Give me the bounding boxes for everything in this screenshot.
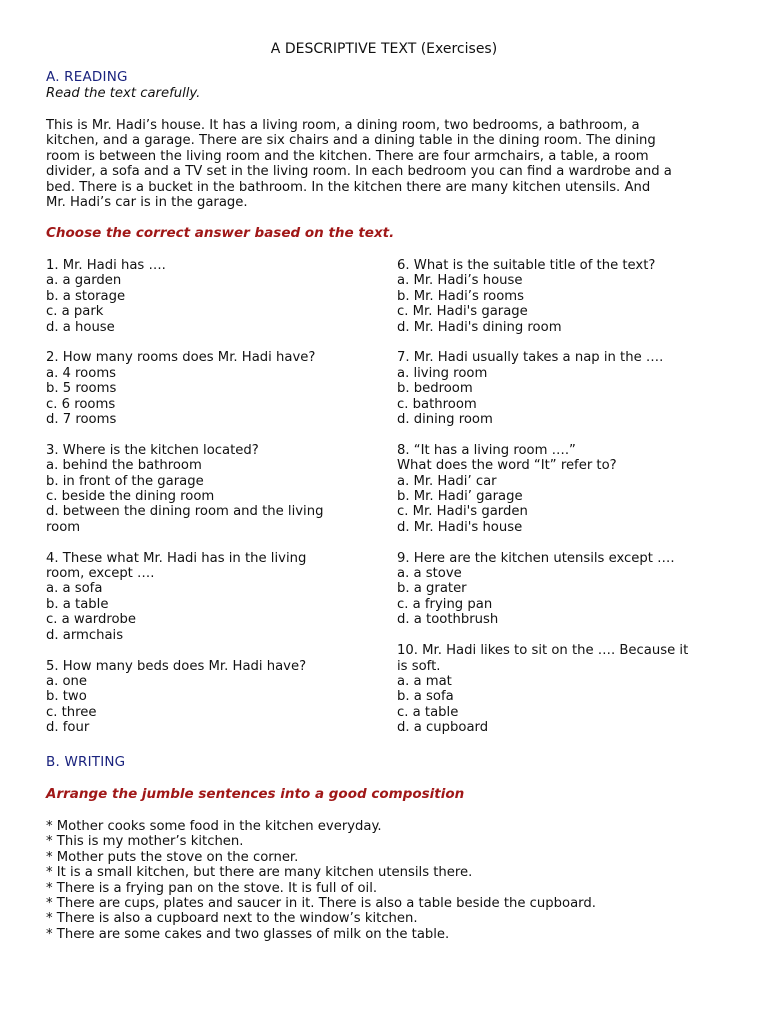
- question-text: room, except ….: [46, 566, 155, 582]
- passage-line: room is between the living room and the kitchen. There are four armchairs, a table, a room: [46, 148, 649, 164]
- answer-option: a. a mat: [397, 673, 452, 689]
- question-block: [46, 443, 376, 535]
- answer-option: a. a stove: [397, 566, 462, 582]
- answer-option: b. a table: [46, 596, 109, 612]
- question-text: 6. What is the suitable title of the text?: [397, 258, 656, 273]
- writing-heading: B. WRITING: [46, 754, 126, 770]
- question-text: 3. Where is the kitchen located?: [46, 442, 259, 458]
- question-text: What does the word “It” refer to?: [397, 458, 617, 474]
- answer-option: b. Mr. Hadi’ garage: [397, 489, 523, 505]
- answer-option: b. 5 rooms: [46, 381, 117, 397]
- question-block: [397, 643, 727, 735]
- answer-option: b. a storage: [46, 288, 126, 304]
- question-block: [46, 350, 376, 427]
- page-title: A DESCRIPTIVE TEXT (Exercises): [270, 41, 498, 57]
- answer-option: b. bedroom: [397, 381, 473, 397]
- answer-option: c. a wardrobe: [46, 612, 137, 628]
- answer-option: c. a table: [397, 704, 459, 720]
- answer-option: d. a cupboard: [397, 720, 489, 736]
- answer-option: c. beside the dining room: [46, 489, 215, 505]
- question-block: [397, 258, 727, 335]
- question-text: 4. These what Mr. Hadi has in the living: [46, 550, 307, 566]
- reading-subtitle: Read the text carefully.: [46, 86, 201, 101]
- question-text: 8. “It has a living room ….”: [397, 442, 576, 458]
- jumbled-sentence: * There is a frying pan on the stove. It is full of oil.: [46, 880, 378, 896]
- question-block: [46, 551, 376, 643]
- question-text: is soft.: [397, 658, 441, 674]
- question-block: [46, 258, 376, 335]
- answer-option: d. between the dining room and the living: [46, 504, 324, 520]
- question-text: 5. How many beds does Mr. Hadi have?: [46, 658, 307, 674]
- reading-instruction: Choose the correct answer based on the text.: [46, 225, 395, 241]
- jumbled-sentence: * Mother cooks some food in the kitchen everyday.: [46, 819, 382, 834]
- question-text: 10. Mr. Hadi likes to sit on the …. Because it: [397, 643, 689, 659]
- passage-line: This is Mr. Hadi’s house. It has a living room, a dining room, two bedrooms, a bathroom, a: [46, 118, 640, 133]
- answer-option: room: [46, 519, 81, 535]
- question-block: [397, 443, 727, 535]
- answer-option: d. Mr. Hadi's house: [397, 519, 523, 535]
- answer-option: d. armchais: [46, 627, 124, 643]
- passage-line: Mr. Hadi’s car is in the garage.: [46, 195, 248, 211]
- answer-option: a. Mr. Hadi’s house: [397, 273, 523, 289]
- answer-option: c. Mr. Hadi's garden: [397, 504, 528, 520]
- answer-option: b. a grater: [397, 581, 467, 597]
- reading-passage: [46, 118, 726, 210]
- question-block: [46, 659, 376, 736]
- answer-option: a. a sofa: [46, 581, 103, 597]
- jumbled-sentence: * There are cups, plates and saucer in it. There is also a table beside the cupboard.: [46, 896, 596, 912]
- answer-option: a. a garden: [46, 273, 122, 289]
- question-text: 7. Mr. Hadi usually takes a nap in the ….: [397, 350, 664, 366]
- answer-option: a. one: [46, 673, 88, 689]
- answer-option: c. three: [46, 704, 97, 720]
- answer-option: c. bathroom: [397, 396, 477, 412]
- answer-option: c. Mr. Hadi's garage: [397, 304, 528, 320]
- jumbled-sentence: * Mother puts the stove on the corner.: [46, 849, 299, 865]
- answer-option: c. a frying pan: [397, 596, 493, 612]
- answer-option: a. Mr. Hadi’ car: [397, 473, 497, 489]
- answer-option: b. a sofa: [397, 689, 454, 705]
- questions-left-column: [46, 258, 376, 751]
- passage-line: bed. There is a bucket in the bathroom. In the kitchen there are many kitchen utensils. And: [46, 179, 651, 195]
- writing-instruction: Arrange the jumble sentences into a good composition: [46, 786, 465, 802]
- question-text: 1. Mr. Hadi has ….: [46, 258, 166, 273]
- question-text: 9. Here are the kitchen utensils except ….: [397, 550, 675, 566]
- jumbled-sentence: * There are some cakes and two glasses of milk on the table.: [46, 926, 450, 942]
- passage-line: divider, a sofa and a TV set in the living room. In each bedroom you can find a wardrobe and a: [46, 164, 672, 180]
- writing-sentence-list: [46, 819, 726, 942]
- answer-option: d. a house: [46, 319, 115, 335]
- jumbled-sentence: * It is a small kitchen, but there are many kitchen utensils there.: [46, 865, 473, 881]
- answer-option: d. four: [46, 720, 90, 736]
- answer-option: c. 6 rooms: [46, 396, 116, 412]
- answer-option: a. living room: [397, 365, 488, 381]
- answer-option: d. Mr. Hadi's dining room: [397, 319, 562, 335]
- question-block: [397, 551, 727, 628]
- answer-option: b. in front of the garage: [46, 473, 204, 489]
- answer-option: c. a park: [46, 304, 104, 320]
- answer-option: b. two: [46, 689, 87, 705]
- jumbled-sentence: * This is my mother’s kitchen.: [46, 834, 244, 850]
- answer-option: a. 4 rooms: [46, 365, 117, 381]
- passage-line: kitchen, and a garage. There are six chairs and a dining table in the dining room. The dining: [46, 133, 656, 149]
- answer-option: a. behind the bathroom: [46, 458, 202, 474]
- question-text: 2. How many rooms does Mr. Hadi have?: [46, 350, 316, 366]
- answer-option: d. 7 rooms: [46, 412, 117, 428]
- answer-option: d. a toothbrush: [397, 612, 499, 628]
- reading-heading: A. READING: [46, 69, 128, 85]
- answer-option: b. Mr. Hadi’s rooms: [397, 288, 524, 304]
- answer-option: d. dining room: [397, 412, 493, 428]
- question-block: [397, 350, 727, 427]
- questions-right-column: [397, 258, 727, 751]
- jumbled-sentence: * There is also a cupboard next to the window’s kitchen.: [46, 911, 418, 927]
